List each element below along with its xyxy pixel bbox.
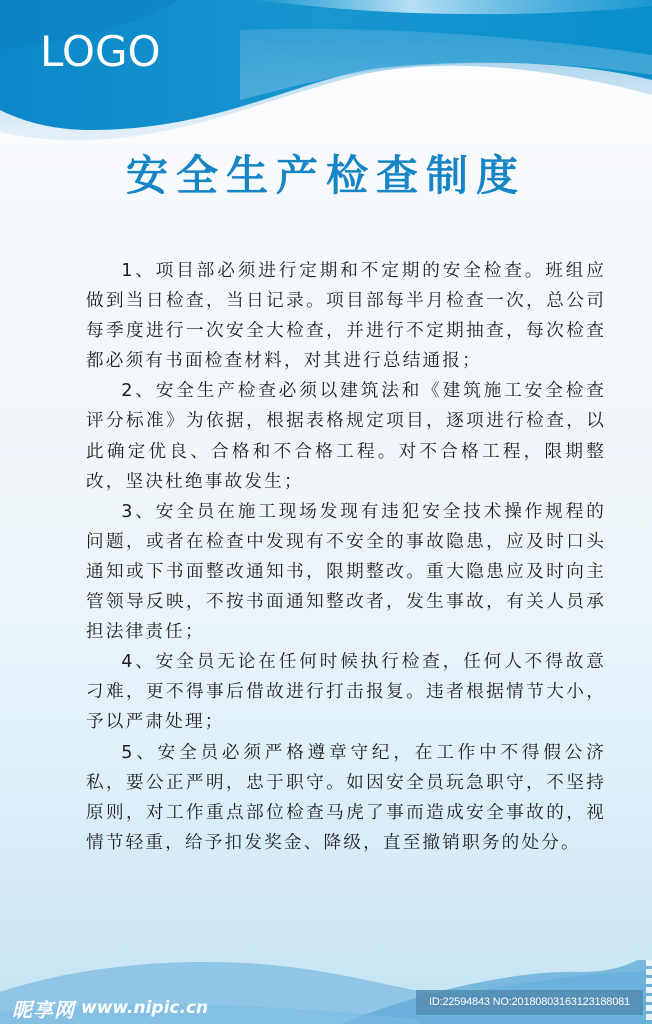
image-id-label: ID:22594843 NO:20180803163123188081: [416, 990, 643, 1015]
document-title: 安全生产检查制度: [125, 151, 526, 200]
watermark-url: www.nipic.cn: [81, 998, 209, 1018]
paragraph-4: 4、安全员无论在任何时候执行检查，任何人不得故意刁难，更不得事后借故进行打击报复。违者根据情节大小，予以严肃处理；: [86, 652, 606, 733]
paragraph-3: 3、安全员在施工现场发现有违犯安全技术操作规程的问题，或者在检查中发现有不安全的事故隐患，应及时口头通知或下书面整改通知书，限期整改。重大隐患应及时向主管领导反映，不按书面通知整改者，发生事故，有关人员承担法律责任；: [86, 501, 606, 643]
watermark-brand: 昵享网: [12, 997, 75, 1022]
site-watermark: [12, 994, 208, 1022]
edge-watermark-marks: [646, 960, 652, 1020]
paragraph-1: 1、项目部必须进行定期和不定期的安全检查。班组应做到当日检查，当日记录。项目部每半月检查一次，总公司每季度进行一次安全大检查，并进行不定期抽查，每次检查都必须有书面检查材料，对其进行总结通报；: [86, 261, 606, 372]
paragraph-5: 5、安全员必须严格遵章守纪，在工作中不得假公济私，要公正严明，忠于职守。如因安全员玩急职守，不坚持原则，对工作重点部位检查马虎了事而造成安全事故的，视情节轻重，给予扣发奖金、降级，直至撤销职务的处分。: [86, 742, 606, 853]
paragraph-2: 2、安全生产检查必须以建筑法和《建筑施工安全检查评分标准》为依据，根据表格规定项目，逐项进行检查，以此确定优良、合格和不合格工程。对不合格工程，限期整改，坚决杜绝事故发生；: [86, 381, 606, 492]
document-body: [86, 256, 606, 858]
logo: LOGO: [40, 27, 161, 76]
